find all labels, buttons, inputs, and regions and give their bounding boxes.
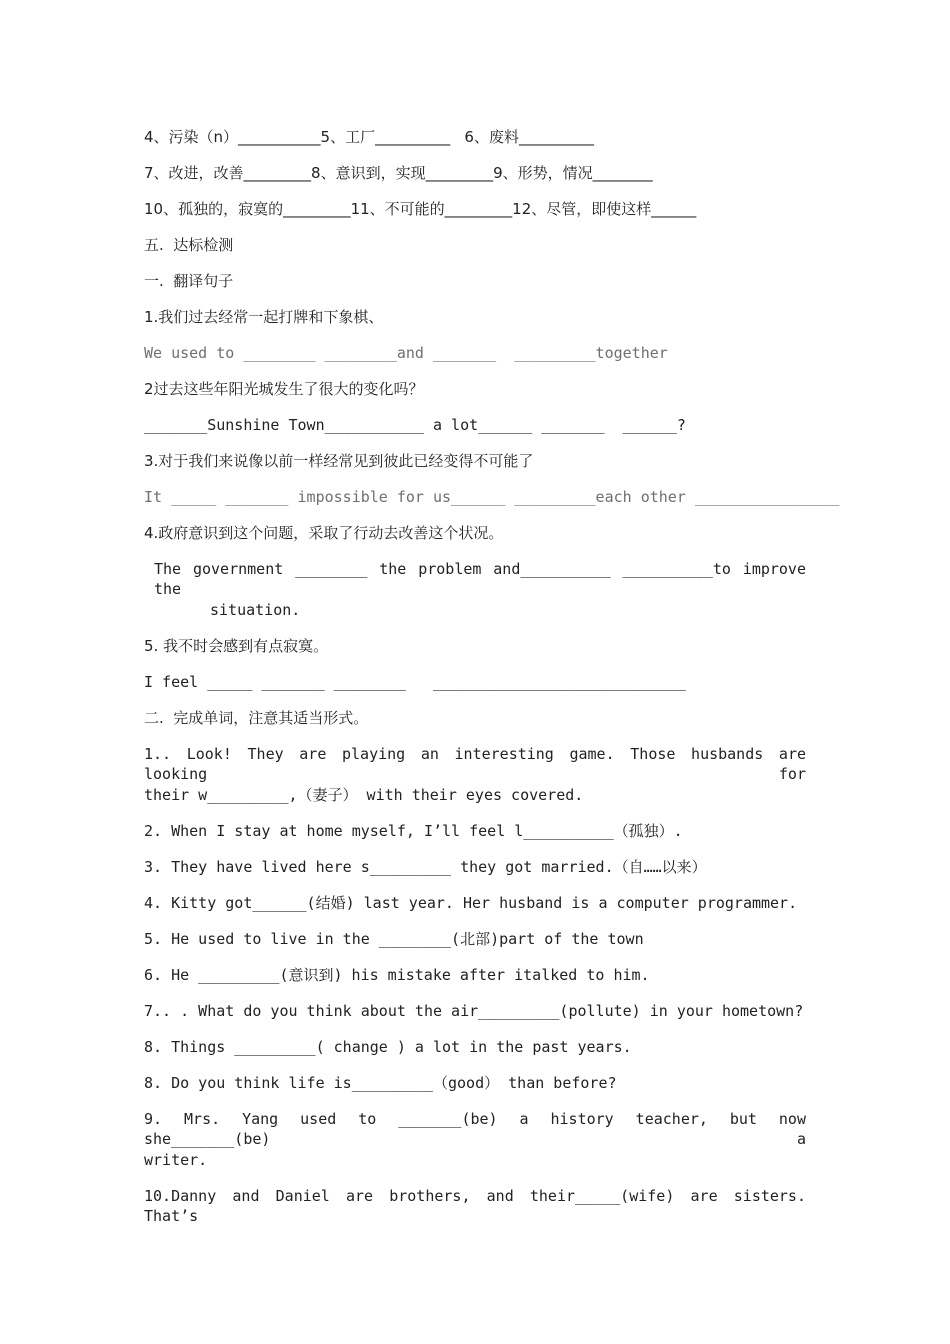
vocab-line-3: 10、孤独的，寂寞的_________11、不可能的_________12、尽管，即使这样______ xyxy=(144,200,697,218)
fill-item: 2. When I stay at home myself, I’ll feel l__________（孤独）. xyxy=(144,822,683,840)
fill-item: 3. They have lived here s_________ they got married.（自……以来） xyxy=(144,858,707,876)
q5-chinese: 5. 我不时会感到有点寂寞。 xyxy=(144,637,329,655)
vocab-line-1: 4、污染（n）___________5、工厂__________ 6、废料__________ xyxy=(144,128,594,146)
q1-english: We used to ________ ________and _______ _________together xyxy=(144,344,668,362)
part-2-title: 二. 完成单词，注意其适当形式。 xyxy=(144,709,369,727)
fill-item: 10.Danny and Daniel are brothers, and their_____(wife) are sisters. That’s xyxy=(144,1187,806,1225)
q4-chinese: 4.政府意识到这个问题，采取了行动去改善这个状况。 xyxy=(144,524,504,542)
fill-item: 8. Do you think life is_________（good） than before? xyxy=(144,1074,617,1092)
section-5-title: 五. 达标检测 xyxy=(144,236,234,254)
fill-item: 6. He _________(意识到) his mistake after italked to him. xyxy=(144,966,650,984)
vocab-line-2: 7、改进，改善_________8、意识到，实现_________9、形势，情况________ xyxy=(144,164,653,182)
q2-english: _______Sunshine Town___________ a lot______ _______ ______? xyxy=(144,416,686,434)
q3-english: It _____ _______ impossible for us______ _________each other ________________ xyxy=(144,488,840,506)
fill-item: 9. Mrs. Yang used to _______(be) a history teacher, but now she_______(be) a xyxy=(144,1110,806,1148)
q1-chinese: 1.我们过去经常一起打牌和下象棋、 xyxy=(144,308,384,326)
fill-item: 8. Things _________( change ) a lot in the past years. xyxy=(144,1038,632,1056)
q3-chinese: 3.对于我们来说像以前一样经常见到彼此已经变得不可能了 xyxy=(144,452,534,470)
q2-chinese: 2过去这些年阳光城发生了很大的变化吗？ xyxy=(144,380,424,398)
fill-item: their w_________,（妻子） with their eyes covered. xyxy=(144,786,584,804)
fill-item: 7.. . What do you think about the air_________(pollute) in your hometown? xyxy=(144,1002,804,1020)
fill-item: 4. Kitty got______(结婚) last year. Her husband is a computer programmer. xyxy=(144,894,798,912)
fill-item: writer. xyxy=(144,1151,208,1169)
q4-english-cont: situation. xyxy=(210,601,301,619)
fill-item: 1.. Look! They are playing an interesting game. Those husbands are looking for xyxy=(144,745,806,783)
fill-item: 5. He used to live in the ________(北部)part of the town xyxy=(144,930,644,948)
part-1-title: 一. 翻译句子 xyxy=(144,272,234,290)
q5-english: I feel _____ _______ ________ ____________________________ xyxy=(144,673,686,691)
q4-english: The government ________ the problem and__________ __________to improve the xyxy=(154,560,806,598)
